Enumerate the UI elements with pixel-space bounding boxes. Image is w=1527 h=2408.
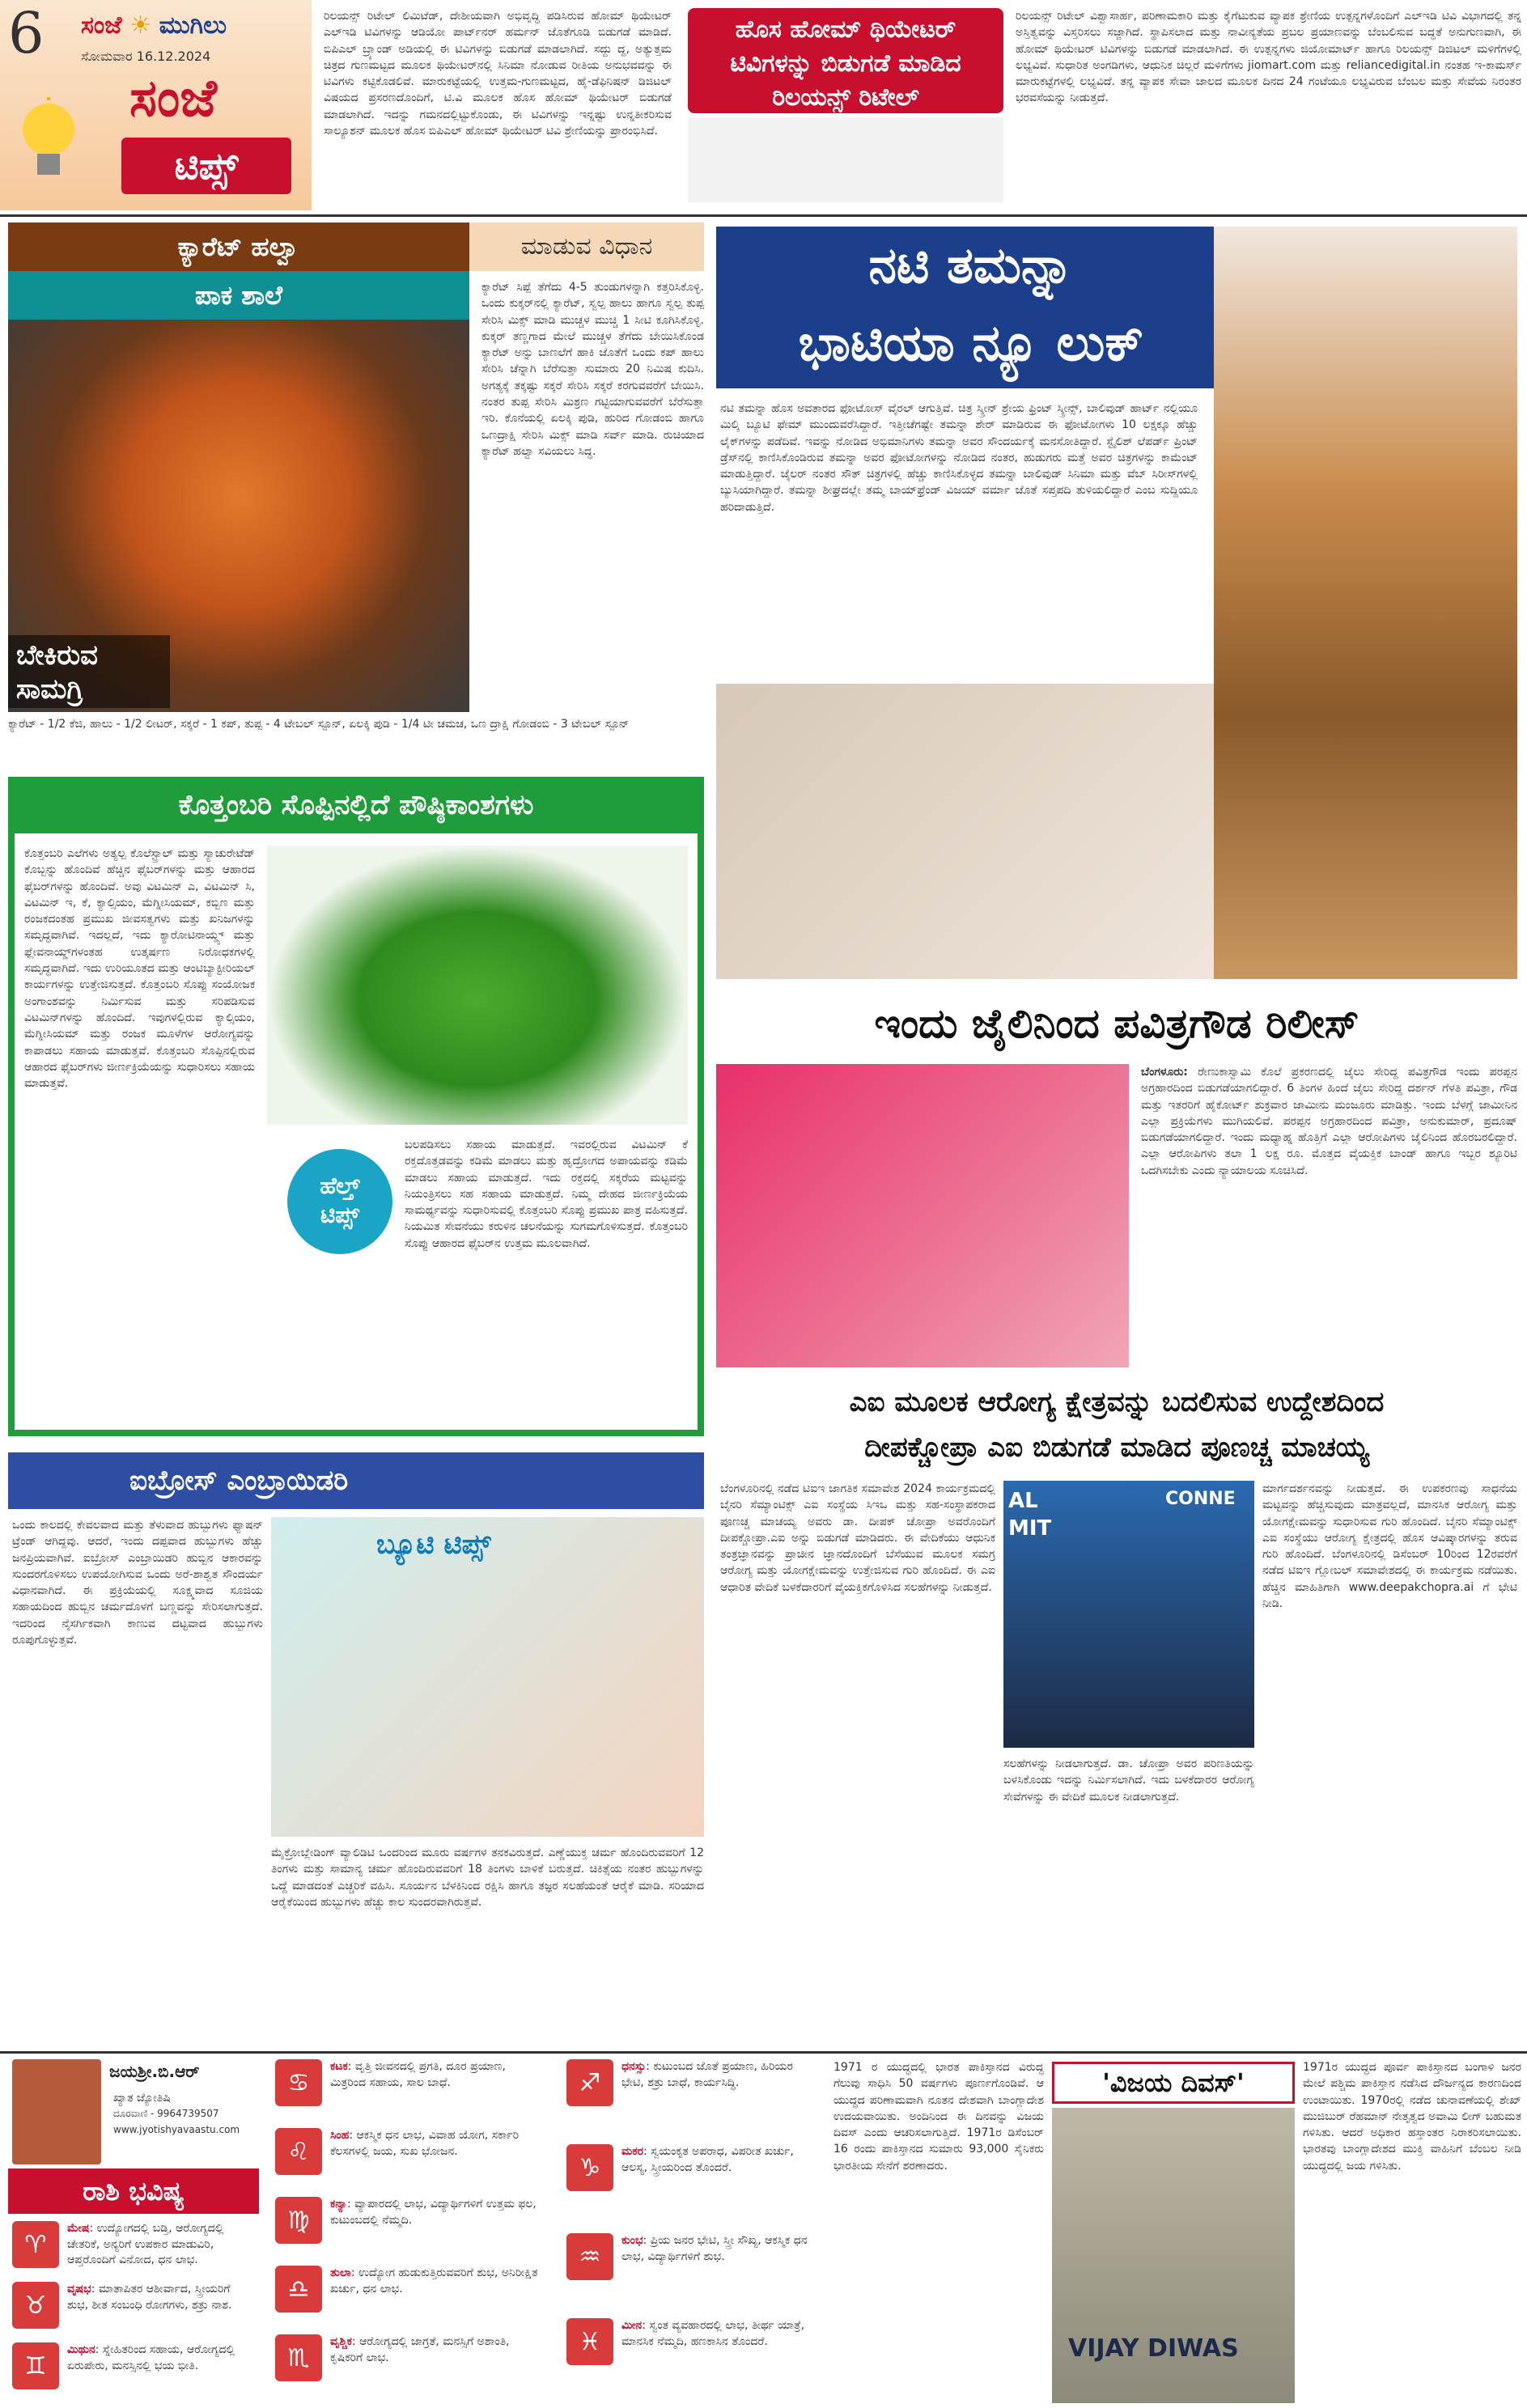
rashi-sign-mesha: ♈ ಮೇಷ: ಉದ್ಯೋಗದಲ್ಲಿ ಬಡ್ತಿ, ಆರೋಗ್ಯದಲ್ಲಿ ಚೇತರಿಕೆ, ಅನ್ಯರಿಗೆ ಉಪಕಾರ ಮಾಡುವಿರಿ, ಆಪ್ತರೊಂದಿಗೆ ವಿನೋದ, ಧನ ಲಾಭ. — [12, 2221, 59, 2268]
rashi-sign-tula: ♎ ತುಲಾ: ಉದ್ಯೋಗ ಹುಡುಕುತ್ತಿರುವವರಿಗೆ ಶುಭ, ಅನಿರೀಕ್ಷಿತ ಖರ್ಚು, ಧನ ಲಾಭ. — [275, 2266, 322, 2313]
eyebrow-title: ಐಬ್ರೋಸ್ ಎಂಬ್ರಾಯಿಡರಿ — [8, 1452, 704, 1509]
section-title: ಸಂಜೆ — [129, 69, 217, 129]
rashi-sign-kanya: ♍ ಕನ್ಯಾ: ವ್ಯಾಪಾರದಲ್ಲಿ ಲಾಭ, ವಿದ್ಯಾರ್ಥಿಗಳಿಗೆ ಉತ್ತಮ ಫಲ, ಕುಟುಂಬದಲ್ಲಿ ನೆಮ್ಮದಿ. — [275, 2197, 322, 2244]
pisces-icon: ♓ — [566, 2318, 613, 2365]
tamanna-photo-mirror — [716, 684, 1214, 979]
pavithra-photo — [716, 1064, 1129, 1367]
vijay-image-caption: VIJAY DIWAS — [1068, 2334, 1239, 2363]
date: ಸೋಮವಾರ 16.12.2024 — [81, 49, 211, 64]
deepak-title — [716, 1380, 1517, 1477]
recipe-method-label: ಮಾಡುವ ವಿಧಾನ — [469, 223, 704, 271]
lightbulb-icon — [16, 97, 81, 186]
divider — [0, 214, 1527, 217]
coriander-title: ಕೊತ್ತಂಬರಿ ಸೊಪ್ಪಿನಲ್ಲಿದೆ ಪೌಷ್ಠಿಕಾಂಶಗಳು — [8, 777, 704, 833]
virgo-icon: ♍ — [275, 2197, 322, 2244]
rashi-text: ಸ್ವಂತ ವ್ಯವಹಾರದಲ್ಲಿ ಲಾಭ, ತೀರ್ಥ ಯಾತ್ರೆ, ಮಾನಸಿಕ ನೆಮ್ಮದಿ, ಹಣಕಾಸಿನ ತೊಂದರೆ. — [621, 2319, 805, 2348]
astrologer-name: ಜಯಶ್ರೀ.ಬಿ.ಆರ್ — [109, 2062, 200, 2081]
rashi-col3 — [566, 2059, 817, 2403]
deepak-col1: ಬೆಂಗಳೂರಿನಲ್ಲಿ ನಡೆದ ಟಿಐಇ ಜಾಗತಿಕ ಸಮಾವೇಶ 2024 ಕಾರ್ಯಕ್ರಮದಲ್ಲಿ ಬೈನರಿ ಸೆಮ್ಯಾಂಟಿಕ್ಸ್ ಎಐ ಸಂಸ್ಥೆಯ ಸಿಇಒ ಮತ್ತು ಸಹ-ಸಂಸ್ಥಾಪಕರಾದ ಪೂಣಚ್ಚ ಮಾಚಯ್ಯ ಅವರು ಡಾ. ದೀಪಕ್ ಚೋಪ್ರಾ ಅವರೊಂದಿಗೆ ದೀಪಕ್ಚೋಪ್ರಾ.ಎಐ ಅನ್ನು ಬಿಡುಗಡೆ ಮಾಡಿದರು. ಈ ವೇದಿಕೆಯು ಆಧುನಿಕ ತಂತ್ರಜ್ಞಾನವನ್ನು ಪ್ರಾಚೀನ ಜ್ಞಾನದೊಂದಿಗೆ ಬೆಸೆಯುವ ಮೂಲಕ ಸಮಗ್ರ ಆರೋಗ್ಯ ಮತ್ತು ಯೋಗಕ್ಷೇಮವನ್ನು ಉತ್ತೇಜಿಸುವ ಗುರಿ ಹೊಂದಿದೆ. ಈ ಎಐ ಆಧಾರಿತ ವೇದಿಕೆ ಬಳಕೆದಾರರಿಗೆ ವೈಯಕ್ತಿಕಗೊಳಿಸಿದ ಸಲಹೆಗಳನ್ನು ನೀಡುತ್ತದೆ. — [720, 1482, 995, 1594]
rashi-text: ಸ್ನೇಹಿತರಿಂದ ಸಹಾಯ, ಆರೋಗ್ಯದಲ್ಲಿ ಏರುಪೇರು, ಮನಸ್ಸಿನಲ್ಲಿ ಭಯ ಭೀತಿ. — [67, 2343, 235, 2372]
capricorn-icon: ♑ — [566, 2144, 613, 2191]
health-tips-badge — [287, 1149, 392, 1254]
photo-sign-2: MIT — [1008, 1516, 1052, 1541]
rashi-text: ಕುಟುಂಬದ ಜೊತೆ ಪ್ರಯಾಣ, ಹಿರಿಯರ ಭೇಟಿ, ಶತ್ರು ಬಾಧೆ, ಕಾರ್ಯಸಿದ್ಧಿ. — [621, 2060, 793, 2089]
vijay-photo — [1052, 2108, 1295, 2403]
rashi-text: ವೃತ್ತಿ ಜೀವನದಲ್ಲಿ ಪ್ರಗತಿ, ದೂರ ಪ್ರಯಾಣ, ಮಿತ್ರರಿಂದ ಸಹಾಯ, ಸಾಲ ಬಾಧೆ. — [330, 2060, 507, 2089]
rashi-name: ಮಕರ — [621, 2145, 644, 2158]
reliance-headline: ಹೊಸ ಹೋಮ್ ಥಿಯೇಟರ್ ಟಿವಿಗಳನ್ನು ಬಿಡುಗಡೆ ಮಾಡಿದ ರಿಲಯನ್ಸ್ ರಿಟೇಲ್ — [688, 8, 1003, 113]
section-subtitle: ಟಿಪ್ಸ್ — [121, 138, 291, 194]
astrologer-title: ಖ್ಯಾತ ಜ್ಯೋತಿಷಿ — [113, 2092, 171, 2105]
tv-photo — [688, 117, 1003, 202]
recipe-ingredients-text: ಕ್ಯಾರೆಟ್ - 1/2 ಕೆಜಿ, ಹಾಲು - 1/2 ಲೀಟರ್, ಸಕ್ಕರೆ - 1 ಕಪ್, ತುಪ್ಪ - 4 ಟೇಬಲ್ ಸ್ಪೂನ್, ಏಲಕ್ಕಿ ಪುಡಿ - 1/4 ಟೀ ಚಮಚ, ಒಣ ದ್ರಾಕ್ಷಿ ಗೋಡಂಬಿ - 3 ಟೇಬಲ್ ಸ್ಪೂನ್ — [8, 718, 630, 731]
brand-logo — [81, 11, 227, 40]
libra-icon: ♎ — [275, 2266, 322, 2313]
rashi-sign-simha: ♌ ಸಿಂಹ: ಆಕಸ್ಮಿಕ ಧನ ಲಾಭ, ವಿವಾಹ ಯೋಗ, ಸರ್ಕಾರಿ ಕೆಲಸಗಳಲ್ಲಿ ಜಯ, ಸುಖ ಭೋಜನ. — [275, 2128, 322, 2175]
vijay-left-text: 1971 ರ ಯುದ್ಧದಲ್ಲಿ ಭಾರತ ಪಾಕಿಸ್ತಾನದ ವಿರುದ್ಧ ಗೆಲುವು ಸಾಧಿಸಿ 50 ವರ್ಷಗಳು ಪೂರ್ಣಗೊಂಡಿವೆ. ಆ ಯುದ್ಧದ ಪರಿಣಾಮವಾಗಿ ನೂತನ ದೇಶವಾಗಿ ಬಾಂಗ್ಲಾದೇಶ ಉದಯವಾಯಿತು. ಅಂದಿನಿಂದ ಈ ದಿನವನ್ನು ವಿಜಯ ದಿವಸ್ ಎಂದು ಆಚರಿಸಲಾಗುತ್ತಿದೆ. 1971ರ ಡಿಸೆಂಬರ್ 16 ರಂದು ಪಾಕಿಸ್ತಾನದ ಸುಮಾರು 93,000 ಸೈನಿಕರು ಭಾರತೀಯ ಸೇನೆಗೆ ಶರಣಾದರು. — [833, 2061, 1044, 2173]
rashi-sign-vrischika: ♏ ವೃಶ್ಚಿಕ: ಆರೋಗ್ಯದಲ್ಲಿ ಜಾಗ್ರತೆ, ಮನಸ್ಸಿಗೆ ಅಶಾಂತಿ, ಕೃಷಿಕರಿಗೆ ಲಾಭ. — [275, 2334, 322, 2381]
reliance-right-text: ರಿಲಯನ್ಸ್ ರಿಟೇಲ್ ವಿಶ್ವಾಸಾರ್ಹ, ಪರಿಣಾಮಕಾರಿ ಮತ್ತು ಕೈಗೆಟುಕುವ ವ್ಯಾಪಕ ಶ್ರೇಣಿಯ ಉತ್ಪನ್ನಗಳೊಂದಿಗೆ ಎಲ್‌ಇಡಿ ಟಿವಿ ವಿಭಾಗದಲ್ಲಿ ತನ್ನ ಅಸ್ತಿತ್ವವನ್ನು ವಿಸ್ತರಿಸಲು ಸಜ್ಜಾಗಿದೆ. ಸ್ಥಾಪಿಸಲಾದ ಮತ್ತು ನಾವೀನ್ಯತೆಯ ಪ್ರಬಲ ಪ್ರಯಾಣವನ್ನು ಬೆಂಬಲಿಸುವ ಬದ್ಧತೆ ಅನುಗುಣವಾಗಿ, ಈ ಹೋಮ್ ಥಿಯೇಟರ್ ಟಿವಿಗಳನ್ನು ಬಿಡುಗಡೆ ಮಾಡಲಾಗಿದೆ. ಈ ಉತ್ಪನ್ನಗಳು ಜಿಯೋಮಾರ್ಟ್ ಹಾಗೂ ರಿಲಯನ್ಸ್ ಡಿಜಿಟಲ್ ಮಳಿಗೆಗಳಲ್ಲಿ ಲಭ್ಯವಿವೆ. ಸುಧಾರಿತ ಅಂಗಡಿಗಳು, ಆಧುನಿಕ ಚಿಲ್ಲರೆ ಮಳಿಗೆಗಳು jiomart.com ಮತ್ತು reliancedigital.in ನಂತಹ ಇ-ಕಾಮರ್ಸ್ ಮಾರುಕಟ್ಟೆಗಳಲ್ಲಿ ಲಭ್ಯವಿದೆ. ತನ್ನ ವ್ಯಾಪಕ ಸೇವಾ ಜಾಲದ ಮೂಲಕ ದಿನದ 24 ಗಂಟೆಯೂ ಲಭ್ಯವಿರುವ ಬೆಂಬಲ ಮತ್ತು ಸೇವೆಯ ನಿರಂತರ ಭರವಸೆಯನ್ನು ನೀಡುತ್ತದೆ. — [1016, 10, 1521, 105]
astrologer-website: www.jyotishyavaastu.com — [113, 2124, 240, 2135]
rashi-name: ಕಟಕ — [330, 2060, 348, 2073]
page-number: 6 — [8, 0, 45, 66]
taurus-icon: ♉ — [12, 2282, 59, 2329]
aquarius-icon: ♒ — [566, 2233, 613, 2280]
rashi-sign-kumbha: ♒ ಕುಂಭ: ಪ್ರಿಯ ಜನರ ಭೇಟಿ, ಸ್ತ್ರೀ ಸೌಖ್ಯ, ಆಕಸ್ಮಿಕ ಧನ ಲಾಭ, ವಿದ್ಯಾರ್ಥಿಗಳಿಗೆ ಶುಭ. — [566, 2233, 613, 2280]
recipe-kitchen-label: ಪಾಕ ಶಾಲೆ — [8, 271, 469, 320]
tamanna-title-line1: ನಟಿ ತಮನ್ನಾ — [868, 235, 1074, 295]
gemini-icon: ♊ — [12, 2342, 59, 2389]
eyebrow-right-text: ಮೈಕ್ರೋಬ್ಲೇಡಿಂಗ್ ವ್ಯಾಲಿಡಿಟಿ ಒಂದರಿಂದ ಮೂರು ವರ್ಷಗಳ ತನಕವಿರುತ್ತದೆ. ಎಣ್ಣೆಯುಕ್ತ ಚರ್ಮ ಹೊಂದಿರುವವರಿಗೆ 12 ತಿಂಗಳು ಮತ್ತು ಸಾಮಾನ್ಯ ಚರ್ಮ ಹೊಂದಿರುವವರಿಗೆ 18 ತಿಂಗಳು ಬಾಳಿಕೆ ಬರುತ್ತದೆ. ಚಿಕಿತ್ಸೆಯ ನಂತರ ಹುಬ್ಬುಗಳನ್ನು ಒದ್ದೆ ಮಾಡದಂತೆ ಎಚ್ಚರಿಕೆ ವಹಿಸಿ. ಸೂರ್ಯನ ಬೆಳಕಿನಿಂದ ರಕ್ಷಿಸಿ ಹಾಗೂ ತಜ್ಞರ ಸಲಹೆಯಂತೆ ಆರೈಕೆ ಮಾಡಿ. ಸರಿಯಾದ ಆರೈಕೆಯಿಂದ ಹುಬ್ಬುಗಳು ಹೆಚ್ಚು ಕಾಲ ಸುಂದರವಾಗಿರುತ್ತವೆ. — [271, 1846, 704, 1909]
rashi-name: ವೃಷಭ — [67, 2283, 91, 2296]
pavithra-title: ಇಂದು ಜೈಲಿನಿಂದ ಪವಿತ್ರಗೌಡ ರಿಲೀಸ್ — [874, 1000, 1359, 1047]
pavithra-dateline: ಬೆಂಗಳೂರು: — [1141, 1066, 1188, 1079]
scorpio-icon: ♏ — [275, 2334, 322, 2381]
sun-icon: ☀ — [129, 11, 152, 40]
rashi-sign-meena: ♓ ಮೀನ: ಸ್ವಂತ ವ್ಯವಹಾರದಲ್ಲಿ ಲಾಭ, ತೀರ್ಥ ಯಾತ್ರೆ, ಮಾನಸಿಕ ನೆಮ್ಮದಿ, ಹಣಕಾಸಿನ ತೊಂದರೆ. — [566, 2318, 613, 2365]
rashi-text: ಆರೋಗ್ಯದಲ್ಲಿ ಜಾಗ್ರತೆ, ಮನಸ್ಸಿಗೆ ಅಶಾಂತಿ, ಕೃಷಿಕರಿಗೆ ಲಾಭ. — [330, 2335, 510, 2364]
rashi-name: ತುಲಾ — [330, 2266, 351, 2279]
deepak-col2: ಸಲಹೆಗಳನ್ನು ನೀಡಲಾಗುತ್ತದೆ. ಡಾ. ಚೋಪ್ರಾ ಅವರ ಪರಿಣತಿಯನ್ನು ಬಳಸಿಕೊಂಡು ಇದನ್ನು ನಿರ್ಮಿಸಲಾಗಿದೆ. ಇದು ಬಳಕೆದಾರರ ಆರೋಗ್ಯ ಸೇವೆಗಳನ್ನು ಈ ವೇದಿಕೆ ಮೂಲಕ ನೀಡಲಾಗುತ್ತದೆ. — [1003, 1757, 1254, 1804]
brand-left: ಸಂಜೆ — [81, 11, 122, 40]
tamanna-photo-main — [1214, 227, 1517, 979]
photo-sign-1: AL — [1008, 1489, 1038, 1513]
rashi-name: ಮಿಥುನ — [67, 2343, 95, 2356]
rashi-title: ರಾಶಿ ಭವಿಷ್ಯ — [8, 2168, 259, 2214]
carrot-halwa-photo — [8, 320, 469, 712]
rashi-sign-mithuna: ♊ ಮಿಥುನ: ಸ್ನೇಹಿತರಿಂದ ಸಹಾಯ, ಆರೋಗ್ಯದಲ್ಲಿ ಏರುಪೇರು, ಮನಸ್ಸಿನಲ್ಲಿ ಭಯ ಭೀತಿ. — [12, 2342, 59, 2389]
sagittarius-icon: ♐ — [566, 2059, 613, 2106]
recipe-title: ಕ್ಯಾರೆಟ್ ಹಲ್ವಾ — [8, 223, 469, 271]
reliance-left-text: ರಿಲಯನ್ಸ್ ರಿಟೇಲ್ ಲಿಮಿಟೆಡ್, ದೇಶೀಯವಾಗಿ ಅಭಿವೃದ್ಧಿ ಪಡಿಸಿರುವ ಹೋಮ್ ಥಿಯೇಟರ್ ಎಲ್‌ಇಡಿ ಟಿವಿಗಳನ್ನು ಆಡಿಯೋ ಪಾರ್ಟ್‌ನರ್ ಹರ್ಮನ್ ಜೊತೆಗೂಡಿ ಬಿಡುಗಡೆ ಮಾಡಿದೆ. ಬಿಪಿಎಲ್ ಬ್ರ್ಯಾಂಡ್ ಅಡಿಯಲ್ಲಿ ಈ ಟಿವಿಗಳನ್ನು ಬಿಡುಗಡೆ ಮಾಡಲಾಗಿದೆ. ಸದ್ದು ದ್ದ, ಅತ್ಯುತ್ತಮ ಚಿತ್ರದ ಗುಣಮಟ್ಟದ ಮೂಲಕ ಥಿಯೇಟರ್‌ನಲ್ಲಿ ಸಿನಿಮಾ ನೋಡುವ ರೀತಿಯ ಅನುಭವವನ್ನು ಈ ಟಿವಿಗಳು ಕಟ್ಟಿಕೊಡಲಿವೆ. ಮಾರುಕಟ್ಟೆಯಲ್ಲಿ ಉತ್ತಮ-ಗುಣಮಟ್ಟದ, ಹೈ-ಡೆಫಿನಿಷನ್ ಡಿಜಿಟಲ್ ವಿಷಯದ ಪ್ರಸರಣದೊಂದಿಗೆ, ಟಿ.ವಿ ಮೂಲಕ ಹೊಸ ಹೋಮ್ ಥಿಯೇಟರ್ ಬಿಡುಗಡೆ ಮಾಡಲಾಗಿದೆ. ಇದನ್ನು ಗಮನದಲ್ಲಿಟ್ಟುಕೊಂಡು, ಈ ಟಿವಿಗಳನ್ನು ಇನ್ನಷ್ಟು ಉನ್ನತೀಕರಿಸುವ ಸಾಲ್ಯೂಶನ್ ಮೂಲಕ ಹೊಸ ಬಿಪಿಎಲ್ ಹೋಮ್ ಥಿಯೇಟರ್ ಟಿವಿ ಶ್ರೇಣಿಯನ್ನು ಪ್ರಾರಂಭಿಸಿದೆ. — [324, 10, 672, 138]
rashi-col1 — [12, 2221, 255, 2403]
rashi-text: ಆಕಸ್ಮಿಕ ಧನ ಲಾಭ, ವಿವಾಹ ಯೋಗ, ಸರ್ಕಾರಿ ಕೆಲಸಗಳಲ್ಲಿ ಜಯ, ಸುಖ ಭೋಜನ. — [330, 2129, 520, 2158]
rashi-text: ವ್ಯಾಪಾರದಲ್ಲಿ ಲಾಭ, ವಿದ್ಯಾರ್ಥಿಗಳಿಗೆ ಉತ್ತಮ ಫಲ, ಕುಟುಂಬದಲ್ಲಿ ನೆಮ್ಮದಿ. — [330, 2198, 537, 2227]
rashi-name: ಕುಂಭ — [621, 2234, 643, 2247]
masthead — [0, 0, 312, 210]
vijay-title: 'ವಿಜಯ ದಿವಸ್' — [1052, 2062, 1295, 2104]
pavithra-body: ರೇಣುಕಾಸ್ವಾಮಿ ಕೊಲೆ ಪ್ರಕರಣದಲ್ಲಿ ಜೈಲು ಸೇರಿದ್ದ ಪವಿತ್ರಗೌಡ ಇಂದು ಪರಪ್ಪನ ಅಗ್ರಹಾರದಿಂದ ಬಿಡುಗಡೆಯಾಗಲಿದ್ದಾರೆ. 6 ತಿಂಗಳ ಹಿಂದೆ ಜೈಲು ಸೇರಿದ್ದ ದರ್ಶನ್ ಗೆಳತಿ ಪವಿತ್ರಾ, ಗೌಡ ಮತ್ತು ಇತರರಿಗೆ ಹೈಕೋರ್ಟ್ ಶುಕ್ರವಾರ ಜಾಮೀನು ಮಂಜೂರು ಮಾಡಿತ್ತು. ಇಂದು ಬೆಳಗ್ಗೆ ಜಾಮೀನಿನ ಎಲ್ಲಾ ಪ್ರಕ್ರಿಯೆಗಳು ಮುಗಿಯಲಿವೆ. ಪರಪ್ಪನ ಅಗ್ರಹಾರದಿಂದ ಪವಿತ್ರಾ, ಅನುಕುಮಾರ್, ಪ್ರದೂಷ್ ಬಿಡುಗಡೆಯಾಗಲಿದ್ದಾರೆ. ಇಂದು ಮಧ್ಯಾಹ್ನ ಹೊತ್ತಿಗೆ ಎಲ್ಲಾ ಆರೋಪಿಗಳು ಜೈಲಿನಿಂದ ಹೊರಬರಲಿದ್ದಾರೆ. ಎಲ್ಲಾ ಆರೋಪಿಗಳು ತಲಾ 1 ಲಕ್ಷ ರೂ. ಮೊತ್ತದ ವೈಯಕ್ತಿಕ ಬಾಂಡ್ ಹಾಗೂ ಇಬ್ಬರ ಶ್ಯೂರಿಟಿ ಒದಗಿಸಬೇಕು ಎಂದು ನ್ಯಾಯಾಲಯ ಸೂಚಿಸಿದೆ. — [1141, 1066, 1517, 1177]
deepak-title-line1: ಎಐ ಮೂಲಕ ಆರೋಗ್ಯ ಕ್ಷೇತ್ರವನ್ನು ಬದಲಿಸುವ ಉದ್ದೇಶದಿಂದ — [849, 1386, 1385, 1418]
recipe-method-text: ಕ್ಯಾರೆಟ್ ಸಿಪ್ಪೆ ತೆಗೆದು 4-5 ತುಂಡುಗಳನ್ನಾಗಿ ಕತ್ತರಿಸಿಕೊಳ್ಳಿ. ಒಂದು ಕುಕ್ಕರ್‌ನಲ್ಲಿ ಕ್ಯಾರೆಟ್, ಸ್ವಲ್ಪ ಹಾಲು ಹಾಗೂ ಸ್ವಲ್ಪ ತುಪ್ಪ ಸೇರಿಸಿ ಮಿಕ್ಸ್ ಮಾಡಿ ಮುಚ್ಚಳ ಮುಚ್ಚಿ 1 ಸೀಟಿ ಕೂಗಿಸಿಕೊಳ್ಳಿ. ಕುಕ್ಕರ್ ತಣ್ಣಗಾದ ಮೇಲೆ ಮುಚ್ಚಳ ತೆಗೆದು ಬೇಯಿಸಿಕೊಂಡ ಕ್ಯಾರೆಟ್ ಅನ್ನು ಬಾಣಲೆಗೆ ಹಾಕಿ ಜೊತೆಗೆ ಒಂದು ಕಪ್ ಹಾಲು ಸೇರಿಸಿ ಚೆನ್ನಾಗಿ ಬೆರೆಸುತ್ತಾ ಸುಮಾರು 20 ನಿಮಿಷ ಕುದಿಸಿ. ಅಗತ್ಯಕ್ಕೆ ತಕ್ಕಷ್ಟು ಸಕ್ಕರೆ ಸೇರಿಸಿ ಸಕ್ಕರೆ ಕರಗುವವರೆಗೆ ಬೇಯಿಸಿ. ನಂತರ ತುಪ್ಪ ಸೇರಿಸಿ ಮಿಶ್ರಣ ಗಟ್ಟಿಯಾಗುವವರೆಗೆ ಬೆರೆಸುತ್ತಾ ಇರಿ. ಕೊನೆಯಲ್ಲಿ ಏಲಕ್ಕಿ ಪುಡಿ, ಹುರಿದ ಗೋಡಂಬಿ ಹಾಗೂ ಒಣದ್ರಾಕ್ಷಿ ಸೇರಿಸಿ ಮಿಕ್ಸ್ ಮಾಡಿ ಸರ್ವ್ ಮಾಡಿ. ರುಚಿಯಾದ ಕ್ಯಾರೆಟ್ ಹಲ್ವಾ ಸವಿಯಲು ಸಿದ್ಧ. — [481, 281, 704, 458]
rashi-text: ಉದ್ಯೋಗದಲ್ಲಿ ಬಡ್ತಿ, ಆರೋಗ್ಯದಲ್ಲಿ ಚೇತರಿಕೆ, ಅನ್ಯರಿಗೆ ಉಪಕಾರ ಮಾಡುವಿರಿ, ಆಪ್ತರೊಂದಿಗೆ ವಿನೋದ, ಧನ ಲಾಭ. — [67, 2222, 224, 2267]
rashi-text: ಸ್ವಯಂಕೃತ ಅಪರಾಧ, ವಿಪರೀತ ಖರ್ಚು, ಆಲಸ್ಯ, ಸ್ತ್ರೀಯರಿಂದ ತೊಂದರೆ. — [621, 2145, 794, 2174]
coriander-col1: ಕೊತ್ತಂಬರಿ ಎಲೆಗಳು ಅತ್ಯಲ್ಪ ಕೊಲೆಸ್ಟ್ರಾಲ್ ಮತ್ತು ಸ್ಯಾಚುರೇಟೆಡ್ ಕೊಬ್ಬನ್ನು ಹೊಂದಿವೆ ಹೆಚ್ಚಿನ ಫೈಬರ್‌ಗಳನ್ನು ಮತ್ತು ಆಹಾರದ ಫೈಬರ್‌ಗಳನ್ನು ಹೊಂದಿವೆ. ಅವು ವಿಟಮಿನ್ ಎ, ವಿಟಮಿನ್ ಸಿ, ವಿಟಮಿನ್ ಇ, ಕೆ, ಕ್ಯಾಲ್ಸಿಯಂ, ಮೆಗ್ನೀಸಿಯಮ್, ಕಬ್ಬಿಣ ಮತ್ತು ರಂಜಕದಂತಹ ಪ್ರಮುಖ ಜೀವಸತ್ವಗಳು ಮತ್ತು ಖನಿಜಗಳನ್ನು ಸಮೃದ್ಧವಾಗಿವೆ. ಇದಲ್ಲದೆ, ಇದು ಕ್ಯಾರೋಟಿನಾಯ್ಡ್ಸ್ ಮತ್ತು ಫ್ಲೇವನಾಯ್ಡ್‌ಗಳಂತಹ ಉತ್ಕರ್ಷಣ ನಿರೋಧಕಗಳಲ್ಲಿ ಸಮೃದ್ಧವಾಗಿದೆ. ಇದು ಉರಿಯೂತದ ಮತ್ತು ಆಂಟಿಬ್ಯಾಕ್ಟೀರಿಯಲ್ ಕಾರ್ಯಗಳನ್ನು ಉತ್ತೇಜಿಸುತ್ತದೆ. ಕೊತ್ತಂಬರಿ ಸೊಪ್ಪು ಸಂಯೋಜಕ ಅಂಗಾಂಶವನ್ನು ನಿರ್ಮಿಸುವ ಮತ್ತು ಸರಿಪಡಿಸುವ ವಿಟಮಿನ್‌ಗಳನ್ನು ಹೊಂದಿದೆ. ಇವುಗಳಲ್ಲಿರುವ ಕ್ಯಾಲ್ಸಿಯಂ, ಮೆಗ್ನೀಸಿಯಮ್ ಮತ್ತು ರಂಜಕ ಮೂಳೆಗಳ ಆರೋಗ್ಯವನ್ನು ಕಾಪಾಡಲು ಸಹಾಯ ಮಾಡುತ್ತವೆ. ಕೊತ್ತಂಬರಿ ಸೊಪ್ಪಿನಲ್ಲಿರುವ ಆಹಾರದ ಫೈಬರ್‌ಗಳು ಜೀರ್ಣಕ್ರಿಯೆಯನ್ನು ಸುಧಾರಿಸಲು ಸಹಾಯ ಮಾಡುತ್ತವೆ. — [24, 847, 255, 1091]
photo-sign-3: CONNE — [1165, 1489, 1236, 1509]
rashi-sign-vrishabha: ♉ ವೃಷಭ: ಮಾತಾಪಿತರ ಆಶೀರ್ವಾದ, ಸ್ತ್ರೀಯರಿಗೆ ಶುಭ, ಶೀತ ಸಂಬಂಧಿ ರೋಗಗಳು, ಶತ್ರು ನಾಶ. — [12, 2282, 59, 2329]
ingredients-label-2: ಸಾಮಗ್ರಿ — [16, 673, 83, 706]
rashi-text: ಪ್ರಿಯ ಜನರ ಭೇಟಿ, ಸ್ತ್ರೀ ಸೌಖ್ಯ, ಆಕಸ್ಮಿಕ ಧನ ಲಾಭ, ವಿದ್ಯಾರ್ಥಿಗಳಿಗೆ ಶುಭ. — [621, 2234, 808, 2263]
tamanna-body: ನಟಿ ತಮನ್ನಾ ಹೊಸ ಅವತಾರದ ಫೋಟೋಸ್ ವೈರಲ್ ಆಗುತ್ತಿವೆ. ಚಿತ್ರ ಸ್ಕ್ರೀನ್ ಶ್ರೇಯ ಫ್ರಿಂಟ್ ಸ್ಕ್ರೀನ್ಸ್, ಬಾಲಿವುಡ್ ಹಾರ್ಟ್ ನಲ್ಲಿಯೂ ಮಿಲ್ಕಿ ಬ್ಯೂಟಿ ಫೇಮ್ ಮುಂದುವರೆಸಿದ್ದಾರೆ. ಇತ್ತೀಚೆಗಷ್ಟೇ ತಮನ್ನಾ ಶೇರ್ ಮಾಡಿರುವ ಈ ಫೋಟೋಗಳು 10 ಲಕ್ಷಕ್ಕೂ ಹೆಚ್ಚು ಲೈಕ್‌ಗಳನ್ನು ಪಡೆದಿವೆ. ಇವನ್ನು ನೋಡಿದ ಅಭಿಮಾನಿಗಳು ತಮನ್ನಾ ಅವರ ಸೌಂದರ್ಯಕ್ಕೆ ಮನಸೋತಿದ್ದಾರೆ. ಸ್ಟೈಲಿಶ್ ಲೆಪರ್ಡ್ ಪ್ರಿಂಟ್ ಡ್ರೆಸ್‌ನಲ್ಲಿ ಕಾಣಿಸಿಕೊಂಡಿರುವ ತಮನ್ನಾ ಅವರ ಫೋಟೋಗಳನ್ನು ನೋಡಿದ ನಂತರ, ಹುಡುಗರು ಮತ್ತೆ ಅವರ ಚಿತ್ರಗಳನ್ನು ಕಾಮೆಂಟ್ ಮಾಡುತ್ತಿದ್ದಾರೆ. ಜೈಲರ್ ನಂತರ ಸೌತ್ ಚಿತ್ರಗಳಲ್ಲಿ ಹೆಚ್ಚು ಕಾಣಿಸಿಕೊಳ್ಳದ ತಮನ್ನಾ ಬಾಲಿವುಡ್ ಸಿನಿಮಾ ಮತ್ತು ವೆಬ್ ಸಿರೀಸ್‌ಗಳಲ್ಲಿ ಬ್ಯುಸಿಯಾಗಿದ್ದಾರೆ. ತಮನ್ನಾ ಶೀಘ್ರದಲ್ಲೇ ತಮ್ಮ ಬಾಯ್‌ಫ್ರೆಂಡ್ ವಿಜಯ್ ವರ್ಮಾ ಜೊತೆ ಸಪ್ತಪದಿ ತುಳಿಯಲಿದ್ದಾರೆ ಎಂಬ ಸುದ್ದಿಯೂ ಹರಿದಾಡುತ್ತಿದೆ. — [720, 402, 1198, 514]
rashi-sign-dhanus: ♐ ಧನಸ್ಸು: ಕುಟುಂಬದ ಜೊತೆ ಪ್ರಯಾಣ, ಹಿರಿಯರ ಭೇಟಿ, ಶತ್ರು ಬಾಧೆ, ಕಾರ್ಯಸಿದ್ಧಿ. — [566, 2059, 613, 2106]
rashi-name: ಕನ್ಯಾ — [330, 2198, 347, 2211]
rashi-sign-kataka: ♋ ಕಟಕ: ವೃತ್ತಿ ಜೀವನದಲ್ಲಿ ಪ್ರಗತಿ, ದೂರ ಪ್ರಯಾಣ, ಮಿತ್ರರಿಂದ ಸಹಾಯ, ಸಾಲ ಬಾಧೆ. — [275, 2059, 322, 2106]
coriander-photo — [267, 846, 688, 1125]
deepak-title-line2: ದೀಪಕ್ಚೋಪ್ರಾ ಎಐ ಬಿಡುಗಡೆ ಮಾಡಿದ ಪೂಣಚ್ಚ ಮಾಚಯ್ಯ — [864, 1431, 1369, 1464]
rashi-name: ವೃಶ್ಚಿಕ — [330, 2335, 352, 2348]
beauty-tips-label: ಬ್ಯೂಟಿ ಟಿಪ್ಸ್ — [376, 1528, 491, 1561]
pavithra-body-wrap — [1141, 1064, 1517, 1367]
rashi-name: ಸಿಂಹ — [330, 2129, 350, 2142]
eyebrow-left-text: ಒಂದು ಕಾಲದಲ್ಲಿ ಕೇವಲವಾದ ಮತ್ತು ತೆಳುವಾದ ಹುಬ್ಬುಗಳು ಫ್ಯಾಷನ್ ಟ್ರೆಂಡ್ ಆಗಿದ್ದವು. ಆದರೆ, ಇಂದು ದಪ್ಪವಾದ ಹುಬ್ಬುಗಳು ಹೆಚ್ಚು ಜನಪ್ರಿಯವಾಗಿವೆ. ಐಬ್ರೋಸ್ ಎಂಬ್ರಾಯಿಡರಿ ಹುಬ್ಬಿನ ಆಕಾರವನ್ನು ಸುಂದರಗೊಳಿಸಲು ಉಪಯೋಗಿಸುವ ಒಂದು ಅರೆ-ಶಾಶ್ವತ ಸೌಂದರ್ಯ ವಿಧಾನವಾಗಿದೆ. ಈ ಪ್ರಕ್ರಿಯೆಯಲ್ಲಿ ಸೂಕ್ಷ್ಮವಾದ ಸೂಜಿಯ ಸಹಾಯದಿಂದ ಹುಬ್ಬಿನ ಚರ್ಮದೊಳಗೆ ಬಣ್ಣವನ್ನು ಸೇರಿಸಲಾಗುತ್ತದೆ. ಇದರಿಂದ ನೈಸರ್ಗಿಕವಾಗಿ ಕಾಣುವ ದಟ್ಟವಾದ ಹುಬ್ಬುಗಳು ರೂಪುಗೊಳ್ಳುತ್ತವೆ. — [12, 1519, 263, 1647]
astrologer-photo — [12, 2059, 101, 2164]
rashi-name: ಮೀನ — [621, 2319, 643, 2332]
vijay-right-text: 1971ರ ಯುದ್ಧದ ಪೂರ್ವ ಪಾಕಿಸ್ತಾನದ ಬಂಗಾಳಿ ಜನರ ಮೇಲೆ ಪಶ್ಚಿಮ ಪಾಕಿಸ್ತಾನ ನಡೆಸಿದ ದೌರ್ಜನ್ಯದ ಕಾರಣದಿಂದ ಉಂಟಾಯಿತು. 1970ರಲ್ಲಿ ನಡೆದ ಚುನಾವಣೆಯಲ್ಲಿ ಶೇಖ್ ಮುಜಿಬುರ್ ರೆಹಮಾನ್ ನೇತೃತ್ವದ ಅವಾಮಿ ಲೀಗ್ ಬಹುಮತ ಗಳಿಸಿತು. ಆದರೆ ಅಧಿಕಾರ ಹಸ್ತಾಂತರ ನಿರಾಕರಿಸಲಾಯಿತು. ಭಾರತವು ಬಾಂಗ್ಲಾದೇಶದ ಮುಕ್ತಿ ವಾಹಿನಿಗೆ ಬೆಂಬಲ ನೀಡಿ ಯುದ್ಧದಲ್ಲಿ ಜಯ ಗಳಿಸಿತು. — [1303, 2061, 1521, 2173]
astrologer-phone: ದೂರವಾಣಿ - 9964739507 — [113, 2108, 219, 2119]
ingredients-label-1: ಬೇಕಿರುವ — [16, 639, 98, 672]
rashi-name: ಧನಸ್ಸು — [621, 2060, 647, 2073]
rashi-sign-makara: ♑ ಮಕರ: ಸ್ವಯಂಕೃತ ಅಪರಾಧ, ವಿಪರೀತ ಖರ್ಚು, ಆಲಸ್ಯ, ಸ್ತ್ರೀಯರಿಂದ ತೊಂದರೆ. — [566, 2144, 613, 2191]
rashi-col2 — [275, 2059, 550, 2403]
brand-right: ಮುಗಿಲು — [159, 11, 227, 40]
eyebrow-photo — [271, 1517, 704, 1837]
health-tips-line2: ಟಿಪ್ಸ್ — [320, 1202, 359, 1228]
rashi-name: ಮೇಷ — [67, 2222, 90, 2235]
cancer-icon: ♋ — [275, 2059, 322, 2106]
aries-icon: ♈ — [12, 2221, 59, 2268]
coriander-col2: ಬಲಪಡಿಸಲು ಸಹಾಯ ಮಾಡುತ್ತದೆ. ಇವರಲ್ಲಿರುವ ವಿಟಮಿನ್ ಕೆ ರಕ್ತದೊತ್ತಡವನ್ನು ಕಡಿಮೆ ಮಾಡಲು ಮತ್ತು ಹೃದ್ರೋಗದ ಅಪಾಯವನ್ನು ಕಡಿಮೆ ಮಾಡಲು ಸಹಾಯ ಮಾಡುತ್ತದೆ. ಇದು ರಕ್ತದಲ್ಲಿ ಸಕ್ಕರೆಯ ಮಟ್ಟವನ್ನು ನಿಯಂತ್ರಿಸಲು ಸಹ ಸಹಾಯ ಮಾಡುತ್ತದೆ. ನಿಮ್ಮ ದೇಹದ ಜೀರ್ಣಕ್ರಿಯೆಯ ಸಾಮರ್ಥ್ಯವನ್ನು ಸುಧಾರಿಸುವಲ್ಲಿ ಕೊತ್ತಂಬರಿ ಸೊಪ್ಪು ಪ್ರಮುಖ ಪಾತ್ರ ವಹಿಸುತ್ತದೆ. ನಿಯಮಿತ ಸೇವನೆಯು ಕರುಳಿನ ಚಲನೆಯನ್ನು ಸುಗಮಗೊಳಿಸುತ್ತದೆ. ಕೊತ್ತಂಬರಿ ಸೊಪ್ಪು ಆಹಾರದ ಫೈಬರ್‌ನ ಉತ್ತಮ ಮೂಲವಾಗಿದೆ. — [405, 1138, 688, 1250]
deepak-photo — [1003, 1481, 1254, 1748]
deepak-col3: ಮಾರ್ಗದರ್ಶನವನ್ನು ನೀಡುತ್ತದೆ. ಈ ಉಪಕರಣವು ಸಾಧನೆಯ ಮಟ್ಟವನ್ನು ಹೆಚ್ಚಿಸುವುದು ಮಾತ್ರವಲ್ಲದೆ, ಮಾನಸಿಕ ಆರೋಗ್ಯ ಮತ್ತು ಯೋಗಕ್ಷೇಮವನ್ನು ಸುಧಾರಿಸುವ ಗುರಿ ಹೊಂದಿದೆ. ಬೈನರಿ ಸೆಮ್ಯಾಂಟಿಕ್ಸ್ ಎಐ ಸಂಸ್ಥೆಯು ಆರೋಗ್ಯ ಕ್ಷೇತ್ರದಲ್ಲಿ ಹೊಸ ಆವಿಷ್ಕಾರಗಳನ್ನು ತರುವ ಗುರಿ ಹೊಂದಿದೆ. ಬೆಂಗಳೂರಿನಲ್ಲಿ ಡಿಸೆಂಬರ್ 10ರಿಂದ 12ರವರೆಗೆ ನಡೆದ ಟಿಐಇ ಗ್ಲೋಬಲ್ ಸಮಾವೇಶದಲ್ಲಿ ಈ ಕಾರ್ಯಕ್ರಮ ನಡೆಯಿತು. ಹೆಚ್ಚಿನ ಮಾಹಿತಿಗಾಗಿ www.deepakchopra.ai ಗೆ ಭೇಟಿ ನೀಡಿ. — [1262, 1482, 1517, 1611]
divider-bottom — [0, 2051, 1527, 2054]
rashi-text: ಉದ್ಯೋಗ ಹುಡುಕುತ್ತಿರುವವರಿಗೆ ಶುಭ, ಅನಿರೀಕ್ಷಿತ ಖರ್ಚು, ಧನ ಲಾಭ. — [330, 2266, 538, 2296]
health-tips-line1: ಹೆಲ್ತ್ — [320, 1172, 360, 1199]
leo-icon: ♌ — [275, 2128, 322, 2175]
tamanna-title — [728, 227, 1214, 388]
tamanna-title-line2: ಭಾಟಿಯಾ ನ್ಯೂ ಲುಕ್ — [798, 313, 1144, 372]
rashi-text: ಮಾತಾಪಿತರ ಆಶೀರ್ವಾದ, ಸ್ತ್ರೀಯರಿಗೆ ಶುಭ, ಶೀತ ಸಂಬಂಧಿ ರೋಗಗಳು, ಶತ್ರು ನಾಶ. — [67, 2283, 232, 2312]
